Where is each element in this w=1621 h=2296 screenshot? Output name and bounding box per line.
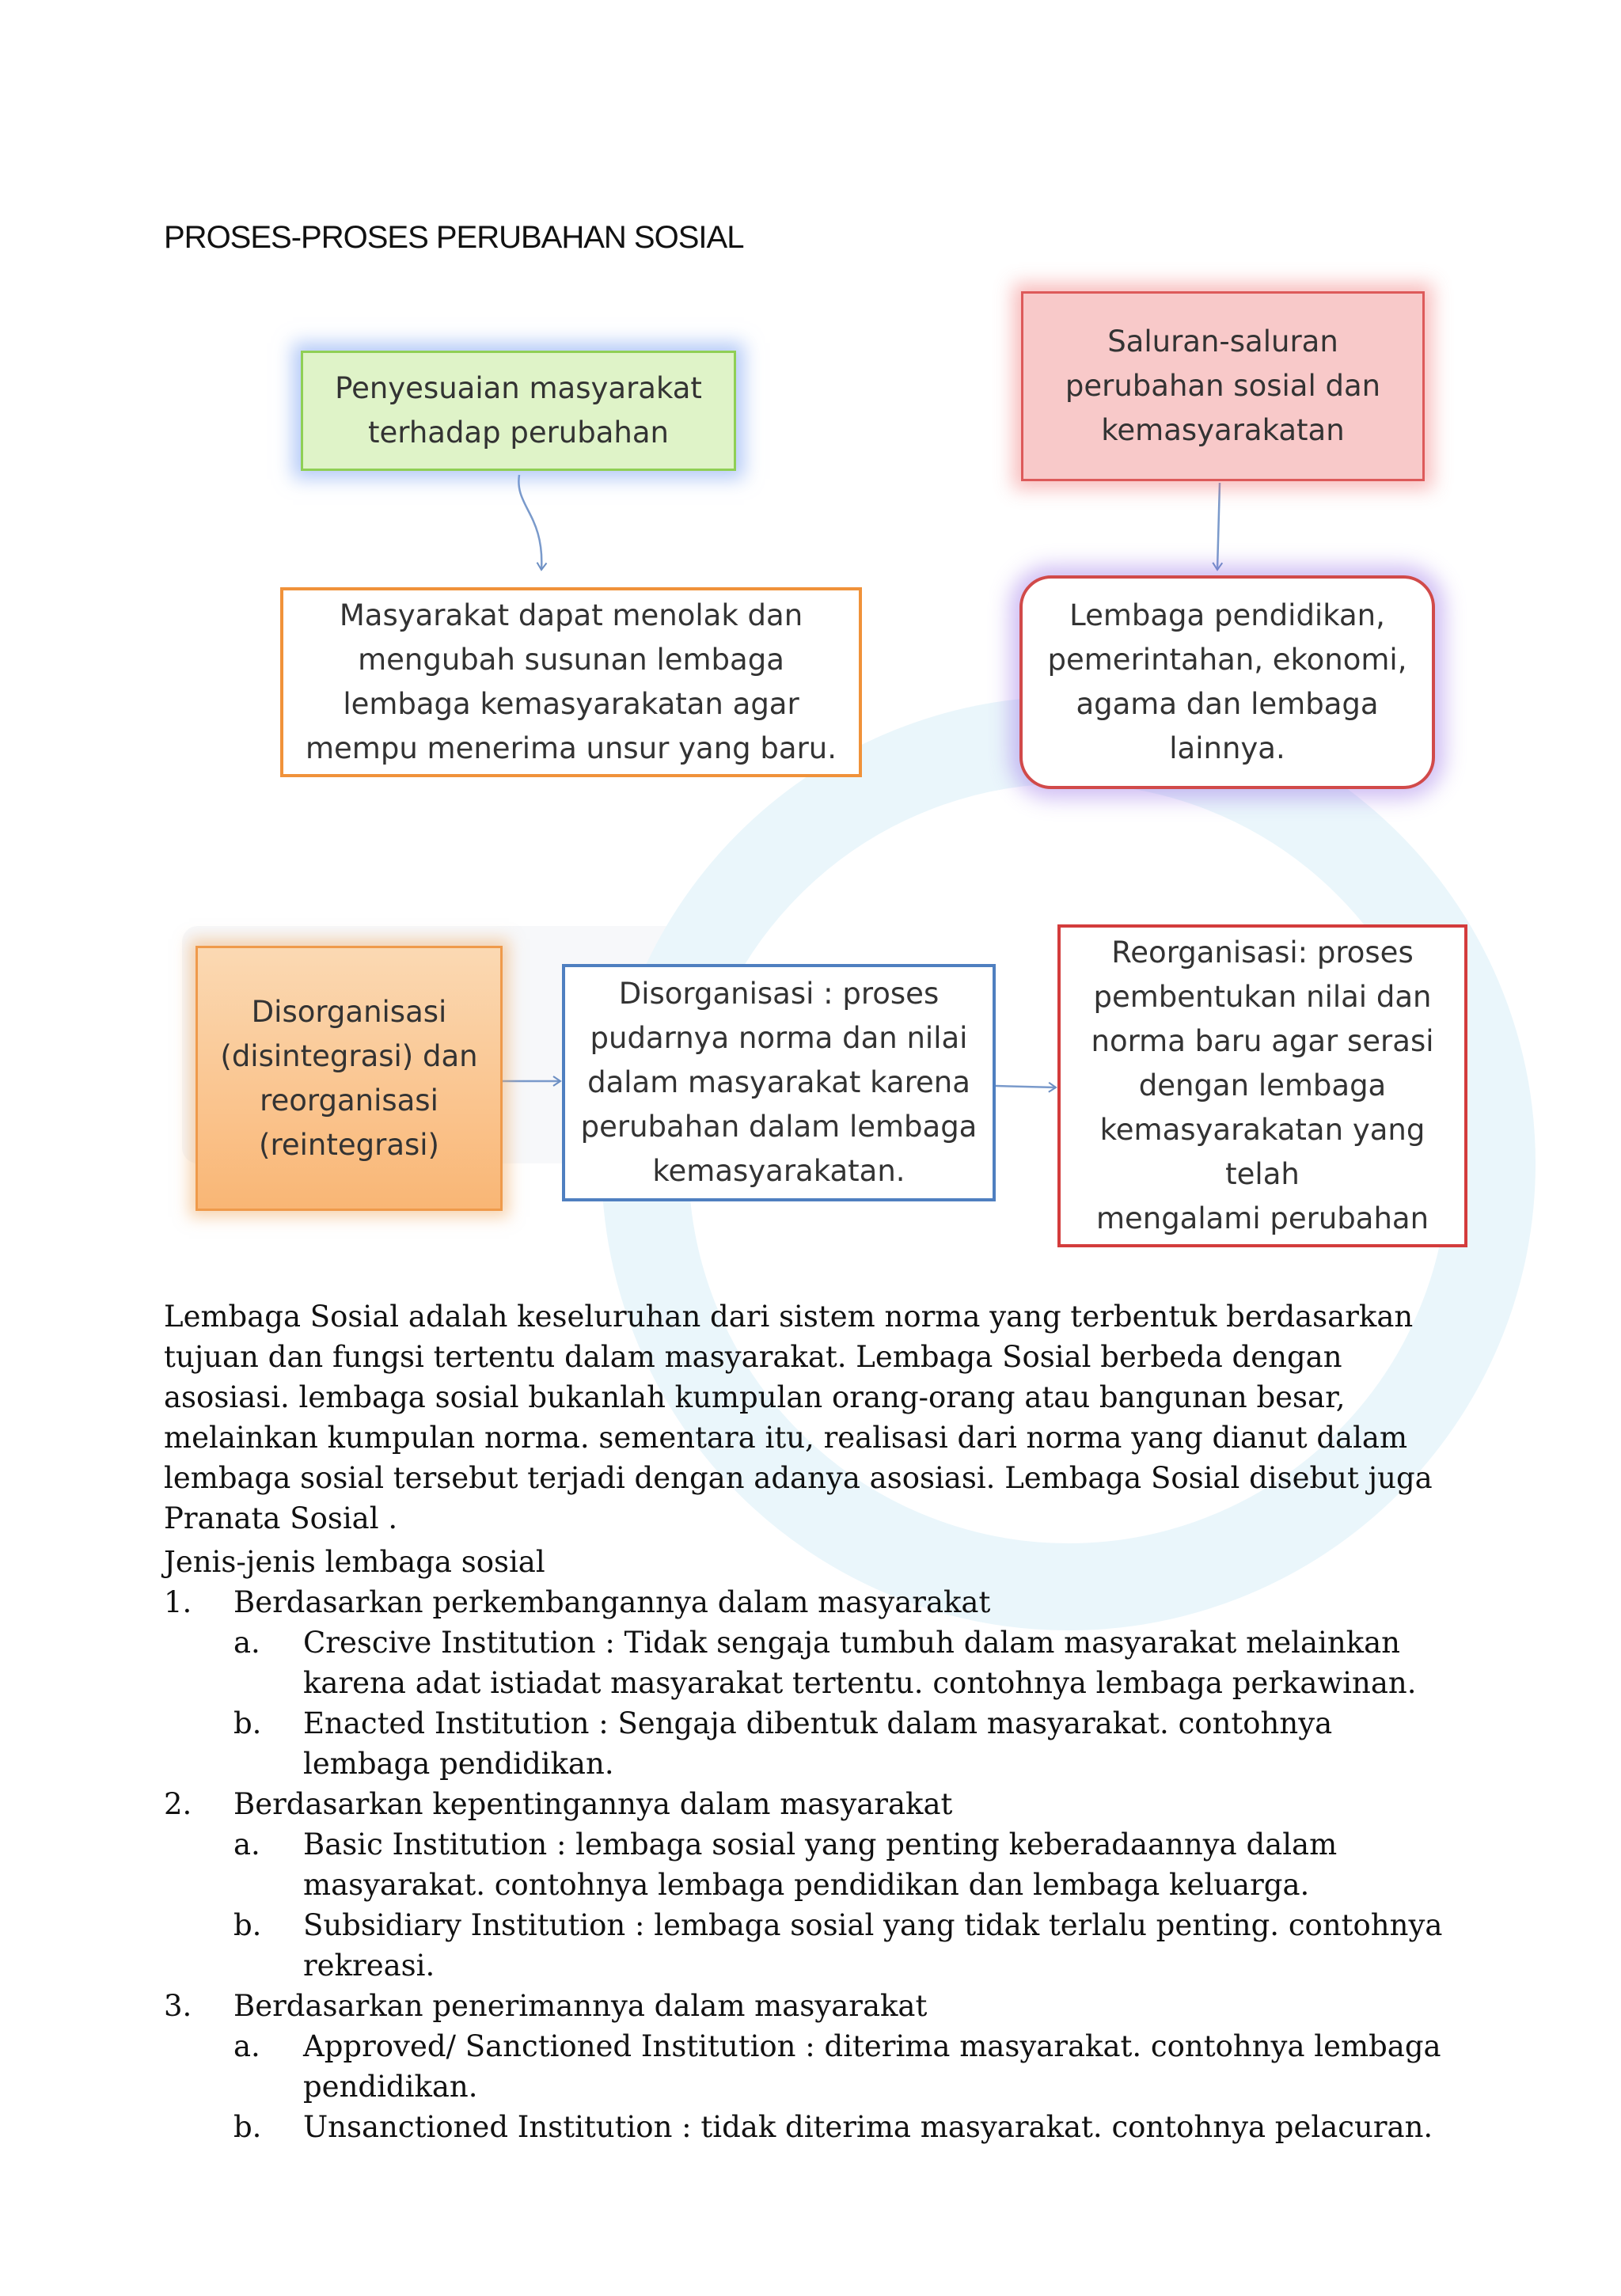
item-text: Enacted Institution : Sengaja dibentuk dalam masyarakat. contohnya lembaga pendidikan. (303, 1706, 1333, 1781)
item-text: Basic Institution : lembaga sosial yang penting keberadaannya dalam masyarakat. contohnya lembaga pendidikan dan lembaga keluarga. (303, 1827, 1338, 1902)
list-item (233, 1824, 1494, 1905)
arrow-channels-to-institutions (1217, 483, 1220, 570)
box-reorganization-definition: Reorganisasi: proses pembentukan nilai dan norma baru agar serasi dengan lembaga kemasyarakatan yang telah mengalami perubahan (1057, 924, 1467, 1247)
box-channels: Saluran-saluran perubahan sosial dan kemasyarakatan (1021, 291, 1425, 481)
item-letter: a. (233, 1827, 260, 1861)
box-reject: Masyarakat dapat menolak dan mengubah susunan lembaga lembaga kemasyarakatan agar mempu menerima unsur yang baru. (280, 587, 862, 777)
box-disorganization-definition: Disorganisasi : proses pudarnya norma dan nilai dalam masyarakat karena perubahan dalam lembaga kemasyarakatan. (562, 964, 996, 1201)
category-2 (164, 1784, 1494, 1824)
item-text: Unsanctioned Institution : tidak diterima masyarakat. contohnya pelacuran. (303, 2110, 1433, 2144)
arrow-adjustment-to-reject (518, 475, 541, 570)
category-label: Berdasarkan kepentingannya dalam masyarakat (233, 1787, 953, 1821)
page-title: PROSES-PROSES PERUBAHAN SOSIAL (164, 220, 744, 255)
box-disorganization: Disorganisasi (disintegrasi) dan reorganisasi (reintegrasi) (196, 946, 503, 1211)
item-letter: b. (233, 1908, 262, 1942)
item-text: Subsidiary Institution : lembaga sosial yang tidak terlalu penting. contohnya rekreasi. (303, 1908, 1443, 1983)
item-letter: b. (233, 2110, 262, 2144)
list-item (233, 2107, 1494, 2147)
list-item (233, 1905, 1494, 1986)
category-number: 2. (164, 1787, 192, 1821)
types-list (164, 1542, 1494, 2147)
category-label: Berdasarkan penerimannya dalam masyarakat (233, 1989, 928, 2023)
list-item (233, 1622, 1494, 1703)
item-text: Approved/ Sanctioned Institution : diterima masyarakat. contohnya lembaga pendidikan. (303, 2029, 1441, 2104)
item-letter: a. (233, 2029, 260, 2063)
category-1 (164, 1582, 1494, 1622)
category-number: 3. (164, 1989, 192, 2023)
category-label: Berdasarkan perkembangannya dalam masyarakat (233, 1585, 991, 1619)
item-text: Crescive Institution : Tidak sengaja tumbuh dalam masyarakat melainkan karena adat istiadat masyarakat tertentu. contohnya lembaga perkawinan. (303, 1626, 1417, 1700)
list-item (233, 1703, 1494, 1784)
list-item (233, 2026, 1494, 2107)
category-3 (164, 1986, 1494, 2026)
item-letter: b. (233, 1706, 262, 1740)
types-heading: Jenis-jenis lembaga sosial (164, 1545, 545, 1579)
box-institutions: Lembaga pendidikan, pemerintahan, ekonomi, agama dan lembaga lainnya. (1019, 575, 1435, 789)
box-adjustment: Penyesuaian masyarakat terhadap perubahan (301, 351, 736, 471)
item-letter: a. (233, 1626, 260, 1660)
intro-paragraph: Lembaga Sosial adalah keseluruhan dari sistem norma yang terbentuk berdasarkan tujuan dan fungsi tertentu dalam masyarakat. Lembaga Sosial berbeda dengan asosiasi. lembaga sosial bukanlah kumpulan orang-orang atau bangunan besar, melainkan kumpulan norma. sementara itu, realisasi dari norma yang dianut dalam lembaga sosial tersebut terjadi dengan adanya asosiasi. Lembaga Sosial disebut juga Pranata Sosial . (164, 1300, 1433, 1535)
category-number: 1. (164, 1585, 192, 1619)
